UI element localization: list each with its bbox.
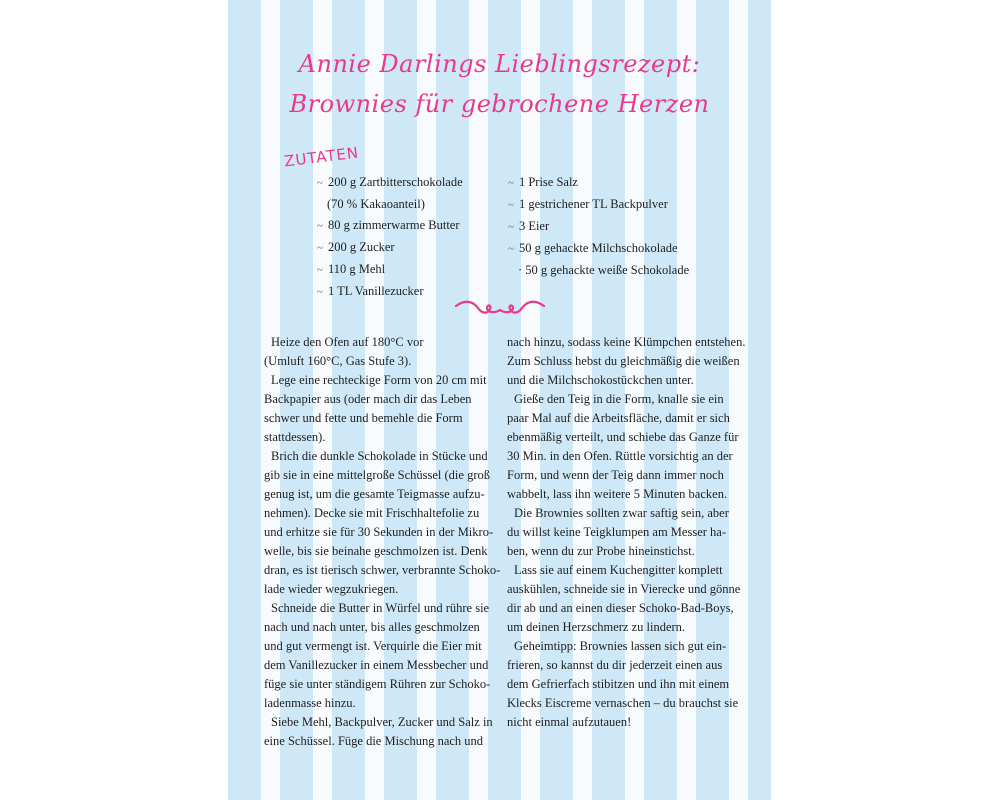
instruction-line: ben, wenn du zur Probe hineinstichst. xyxy=(507,544,695,558)
instruction-line: eine Schüssel. Füge die Mischung nach und xyxy=(264,734,484,748)
ingredient-text: 80 g zimmerwarme Butter xyxy=(327,218,460,232)
instruction-line: um deinen Herzschmerz zu lindern. xyxy=(507,620,686,634)
ingredient-text: 200 g Zartbitterschokolade xyxy=(327,175,463,189)
instruction-line: Heize den Ofen auf 180°C vor xyxy=(271,335,424,349)
ingredient-item xyxy=(317,215,507,237)
tilde-bullet-icon: ~ xyxy=(317,177,323,189)
instruction-line: ladenmasse hinzu. xyxy=(264,696,356,710)
tilde-bullet-icon: ~ xyxy=(317,220,323,232)
instruction-line: Lass sie auf einem Kuchengitter komplett xyxy=(514,563,723,577)
ingredient-text: 50 g gehackte Milchschokolade xyxy=(518,241,678,255)
ingredients-list-right xyxy=(508,172,708,281)
tilde-bullet-icon: ~ xyxy=(508,243,514,255)
instruction-line: nicht einmal aufzutauen! xyxy=(507,715,632,729)
instruction-line: paar Mal auf die Arbeitsfläche, damit er sich xyxy=(507,411,730,425)
recipe-page xyxy=(228,0,771,800)
instruction-line: und erhitze sie für 30 Sekunden in der Mikro- xyxy=(264,525,494,539)
ingredients-list-left xyxy=(317,172,507,303)
instruction-line: Geheimtipp: Brownies lassen sich gut ein- xyxy=(514,639,727,653)
instructions-column-left xyxy=(264,333,501,751)
instruction-line: lade wieder wegzukriegen. xyxy=(264,582,399,596)
instruction-line: Klecks Eiscreme vernaschen – du brauchst sie xyxy=(507,696,739,710)
instruction-line: auskühlen, schneide sie in Vierecke und gönne xyxy=(507,582,741,596)
instruction-line: frieren, so kannst du dir jederzeit einen aus xyxy=(507,658,723,672)
recipe-title xyxy=(228,44,771,124)
tilde-bullet-icon: ~ xyxy=(317,264,323,276)
ingredient-item xyxy=(317,237,507,259)
ingredients-heading: ZUTATEN xyxy=(283,143,361,171)
instruction-line: Die Brownies sollten zwar saftig sein, aber xyxy=(514,506,729,520)
instruction-line: nach hinzu, sodass keine Klümpchen entstehen. xyxy=(507,335,746,349)
instructions-column-right xyxy=(507,333,746,732)
instruction-line: welle, bis sie beinahe geschmolzen ist. Denk xyxy=(264,544,488,558)
instruction-line: ebenmäßig verteilt, und schiebe das Ganze für xyxy=(507,430,739,444)
instruction-line: (Umluft 160°C, Gas Stufe 3). xyxy=(264,354,412,368)
instruction-line: füge sie unter ständigem Rühren zur Schoko- xyxy=(264,677,491,691)
instruction-line: Zum Schluss hebst du gleichmäßig die weißen xyxy=(507,354,740,368)
ingredient-text: (70 % Kakaoanteil) xyxy=(327,197,425,211)
tilde-bullet-icon: ~ xyxy=(508,221,514,233)
instruction-line: und die Milchschokostückchen unter. xyxy=(507,373,694,387)
instruction-line: Lege eine rechteckige Form von 20 cm mit xyxy=(271,373,487,387)
ingredient-item xyxy=(317,259,507,281)
ingredient-text: · 50 g gehackte weiße Schokolade xyxy=(518,263,690,277)
ingredient-text: 1 gestrichener TL Backpulver xyxy=(518,197,668,211)
instruction-line: stattdessen). xyxy=(264,430,326,444)
ingredient-item xyxy=(508,172,708,194)
ingredient-text: 1 TL Vanillezucker xyxy=(327,284,424,298)
instruction-line: Brich die dunkle Schokolade in Stücke und xyxy=(271,449,488,463)
ingredient-text: 200 g Zucker xyxy=(327,240,395,254)
instruction-line: Siebe Mehl, Backpulver, Zucker und Salz in xyxy=(271,715,493,729)
instruction-line: nehmen). Decke sie mit Frischhaltefolie zu xyxy=(264,506,480,520)
instruction-line: genug ist, um die gesamte Teigmasse aufzu- xyxy=(264,487,485,501)
instruction-line: dem Vanillezucker in einem Messbecher und xyxy=(264,658,489,672)
ingredient-item xyxy=(508,216,708,238)
instruction-line: Form, und wenn der Teig dann immer noch xyxy=(507,468,724,482)
ingredient-text: 1 Prise Salz xyxy=(518,175,578,189)
instruction-line: wabbelt, lass ihn weitere 5 Minuten backen. xyxy=(507,487,728,501)
ingredient-item xyxy=(317,194,507,215)
ingredient-item xyxy=(508,194,708,216)
instruction-line: dem Gefrierfach stibitzen und ihn mit einem xyxy=(507,677,730,691)
ingredient-item xyxy=(508,238,708,260)
title-line-2: Brownies für gebrochene Herzen xyxy=(289,90,710,118)
ingredient-text: 110 g Mehl xyxy=(327,262,386,276)
instruction-line: Backpapier aus (oder mach dir das Leben xyxy=(264,392,472,406)
instruction-line: Schneide die Butter in Würfel und rühre sie xyxy=(271,601,490,615)
instruction-line: schwer und fette und bemehle die Form xyxy=(264,411,463,425)
instruction-line: nach und nach unter, bis alles geschmolzen xyxy=(264,620,480,634)
tilde-bullet-icon: ~ xyxy=(317,286,323,298)
instruction-line: gib sie in eine mittelgroße Schüssel (die groß xyxy=(264,468,490,482)
tilde-bullet-icon: ~ xyxy=(508,199,514,211)
title-line-1: Annie Darlings Lieblingsrezept: xyxy=(298,50,701,78)
instruction-line: dran, es ist tierisch schwer, verbrannte Schoko- xyxy=(264,563,501,577)
instruction-line: Gieße den Teig in die Form, knalle sie ein xyxy=(514,392,724,406)
ingredient-text: 3 Eier xyxy=(518,219,550,233)
ingredient-item xyxy=(508,260,708,281)
instruction-line: 30 Min. in den Ofen. Rüttle vorsichtig an der xyxy=(507,449,733,463)
swirl-ornament-icon xyxy=(454,298,546,322)
instruction-line: du willst keine Teigklumpen am Messer ha- xyxy=(507,525,726,539)
tilde-bullet-icon: ~ xyxy=(317,242,323,254)
instruction-line: und gut vermengt ist. Verquirle die Eier mit xyxy=(264,639,482,653)
instruction-line: dir ab und an einen dieser Schoko-Bad-Boys, xyxy=(507,601,734,615)
tilde-bullet-icon: ~ xyxy=(508,177,514,189)
ingredient-item xyxy=(317,172,507,194)
